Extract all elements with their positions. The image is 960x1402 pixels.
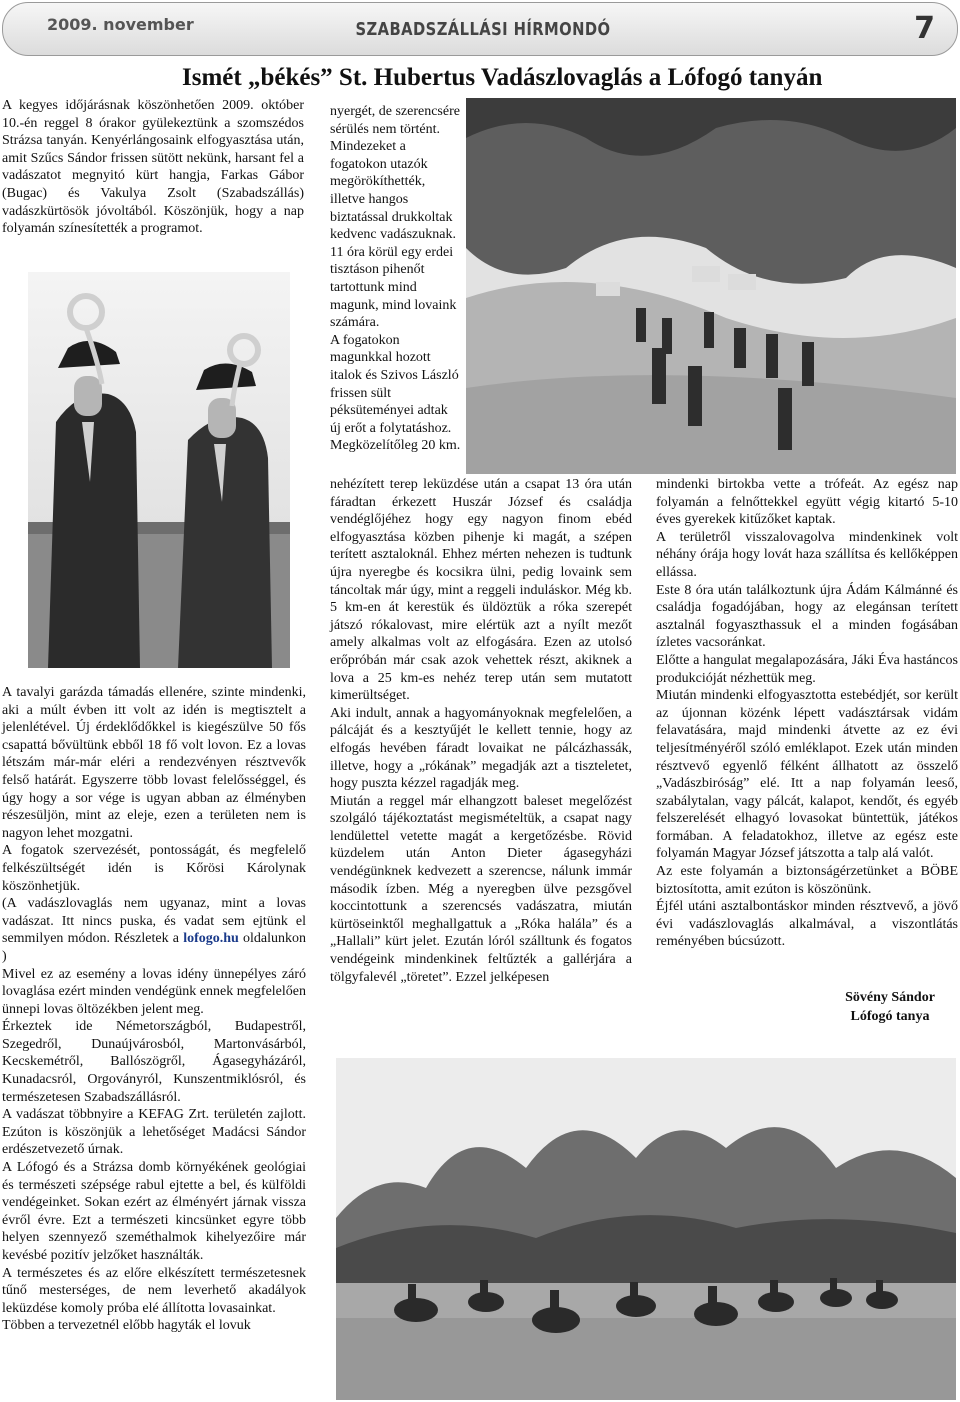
newspaper-title: SZABADSZÁLLÁSI HÍRMONDÓ <box>355 19 611 40</box>
intro-paragraph: A kegyes időjárásnak köszönhetően 2009. október 10.-én reggel 8 órakor gyülekeztünk a szomszédos Strázsa tanyán. Kenyérlángosaink elfogyasztása után, amit Szűcs Sándor frissen sütött nekünk, harsant fel a vadászatot megnyitó kürt hangja, Farkas Gábor (Bugac) és Vakulya Zsolt (Szabadszállás) vadászkürtösök jóvoltából. Köszönjük, hogy a nap folyamán színesítették a programot. <box>2 98 304 237</box>
paragraph: A Lófogó és a Strázsa domb környékének geológiai és természeti szépsége rabul ejtette a bel, és külföldi vendégeinket. Sokan ezért az élményért járnak vissza évről évre. Ezt a természeti kincsünket egyre több helyen szennyező szeméthalmok kihelyezőire már kevésbé pozitív jelzőket használták. <box>2 1160 306 1263</box>
meadow-group-photo <box>466 98 956 474</box>
paragraph: A tavalyi garázda támadás ellenére, szinte mindenki, aki a múlt évben itt volt az idén is megtisztelt a jelenlétével. Új érdeklődőkkel is kiegészülve 50 fős csapattá bővültünk ebből 18 fő volt lovon. Ez a lovas létszám már-már eléri a rendezvényen résztvevők felső határát. Egyszerre több lovast felelősséggel, és úgy hogy a sor vége is ugyan abban az élményben részesüljön, mint az eleje, ezen a területen nem is nagyon lehet mozgatni. <box>2 685 306 841</box>
paragraph: 11 óra körül egy erdei tisztáson pihenőt tartottunk mind magunk, mind lovaink számára. <box>330 244 457 331</box>
paragraph: Miután mindenki elfogyasztotta estebédjét, sor került az újonnan közénk lépett vadásztársak vidám felavatására, majd mindenki átvette az ez évi teljesítményéről szóló emléklapot. Ezek után minden résztvevő egyenlő félként állhatott az összelő „Vadászbiróság” elé. Itt a nap folyamán leeső, szabálytalan, vagy pálcát, kalapot, kendőt, és egyéb felszerelését elhagyó lovasokat büntettük, játékos formában. A feladatokhoz, illetve az egész este folyamán Magyar József játszotta a talp alá valót. <box>656 688 958 862</box>
author-place: Lófogó tanya <box>850 1009 930 1024</box>
horn-players-photo <box>28 272 290 668</box>
paragraph: Érkeztek ide Németországból, Budapestről, Szegedről, Dunaújvárosból, Martonvásárból, Kecskemétről, Ballószögről, Ágasegyházáról, Kunadacsról, Orgoványról, Kunszentmiklósról, és természetesen Szabadszállásról. <box>2 1019 306 1105</box>
paragraph: Az este folyamán a biztonságérzetünket a BÖBE biztosította, amit ezúton is köszönünk. <box>656 864 958 897</box>
website-link[interactable]: lofogo.hu <box>183 931 239 947</box>
paragraph: Előtte a hangulat megalapozására, Jáki Éva hastáncos produkcióját nézhettük meg. <box>656 652 958 686</box>
paragraph: A területről visszalovagolva mindenkinek volt néhány órája hogy lovát haza szállítsa és kellőképpen ellássa. <box>656 529 958 580</box>
issue-date: 2009. november <box>47 15 194 34</box>
col1-body <box>2 684 306 1335</box>
paragraph: A fogatok szervezését, pontosságát, és megfelelő felkészültségét idén is Kőrösi Károlynak köszönhetjük. <box>2 843 306 894</box>
paragraph: Este 8 óra után találkoztunk újra Ádám Kálmánné és családja fogadójában, hogy az elegánsan terített asztalnál fogyaszthassuk el a minden fogásában ízletes vacsoránkat. <box>656 582 958 651</box>
article-headline: Ismét „békés” St. Hubertus Vadászlovaglás a Lófogó tanyán <box>182 64 823 91</box>
paragraph: A természetes és az előre elkészített természetesnek tűnő mesterséges, de nem leverhető akadályok leküzdése komoly próba elé állította lovasainkat. <box>2 1265 306 1316</box>
paragraph: mindenki birtokba vette a trófeát. Az egész nap folyamán a felnőttekkel együtt végig kitartó 5-10 éves gyerekek kitűzőket kaptak. <box>656 477 958 528</box>
paragraph: nehézített terep leküzdése után a csapat 13 óra után fáradtan érkezett Huszár József és családja vendéglőjéhez hogy egy nagyon finom ebéd elfogyasztása közben pihenje ki magát, a szépen terített asztaloknál. Ehhez mérten nehezen is tudtunk újra nyeregbe és kocsikra ülni, pedig lovaink sem táncoltak már úgy, mint a reggeli induláskor. Még kb. 5 km-en át kerestük és üldöztük a róka szerepét játszó rókalovast, mire elértük azt a nyílt mezőt amely alkalmas volt az elfogására. Ezen az utolsó erőpróbán már csak azok vehettek részt, akiknek a lova a 25 km-es nehéz terep után sem mutatott kimerültséget. <box>330 477 632 704</box>
paragraph-text: (A vadászlovaglás nem ugyanaz, mint a lovas vadászat. Itt nincs puska, és vadat sem ejtünk el semmilyen módon. Részletek a <box>2 896 306 947</box>
paragraph: nyergét, de szerencsére sérülés nem történt. Mindezeket a fogatokon utazók megörökíthették, illetve hangos biztatással drukkoltak kedvenc vadászuknak. <box>330 104 460 243</box>
col2-body <box>330 476 632 986</box>
page-header <box>2 2 958 56</box>
paragraph: Éjfél utáni asztalbontáskor minden résztvevő, a jövő évi vadászlovaglás alkalmával, a viszontlátás reményében búcsúzott. <box>656 899 958 950</box>
paragraph: Többen a tervezetnél előbb hagyták el lovuk <box>2 1318 251 1334</box>
paragraph: A vadászat többnyire a KEFAG Zrt. területén zajlott. Ezúton is köszönjük a lehetőséget Madácsi Sándor erdészetvezető úrnak. <box>2 1107 306 1158</box>
paragraph: Miután a reggel már elhangzott baleset megelőzést szolgáló tájékoztatást megismételtük, a csapat nagy lendülettel vetette magát a kergetőzésbe. Rövid küzdelem után Anton Dieter ágasegyházi vendégünknek kedvezett a szerencse, nálunk immár második ízben. Még a nyeregben ülve pezsgővel koccintottunk a szerencsés vadászatra, miután kürtöseinktől meghallgattuk a „Róka halála” és a „Hallali” kürt jelet. Ezután lóról szálltunk és fogatos vendégeink mindenkinek feltűzték a gallérjára a tölgyfalevél „töretet”. Ezzel jelképesen <box>330 793 632 985</box>
riders-field-photo <box>336 1058 956 1400</box>
paragraph: Mivel ez az esemény a lovas idény ünnepélyes záró lovaglása ezért minden vendégünk ennek megfelelően ünnepi lovas öltözékben jelent meg. <box>2 966 306 1017</box>
paragraph: Aki indult, annak a hagyományoknak megfelelően, a pálcáját és a kesztyűjét le kellett tennie, hogy az elfogás hevében fáradt lovaikat ne pálcázhassák, illetve, hogy a „rókának” megadják azt a tiszteletet, hogy puszta kézzel ragadják meg. <box>330 705 632 792</box>
paragraph-text: oldalunkon ) <box>2 931 306 964</box>
author-name: Sövény Sándor <box>845 990 935 1005</box>
page-number: 7 <box>914 11 935 46</box>
col3-body <box>656 476 958 951</box>
paragraph: A fogatokon magunkkal hozott italok és Szivos László frissen sült péksüteményei adtak új erőt a folytatáshoz. Megközelítőleg 20 km. <box>330 332 461 454</box>
col1-intro <box>2 97 304 238</box>
author-signature <box>820 988 960 1026</box>
paragraph <box>2 895 306 965</box>
col2-narrow <box>330 103 462 455</box>
